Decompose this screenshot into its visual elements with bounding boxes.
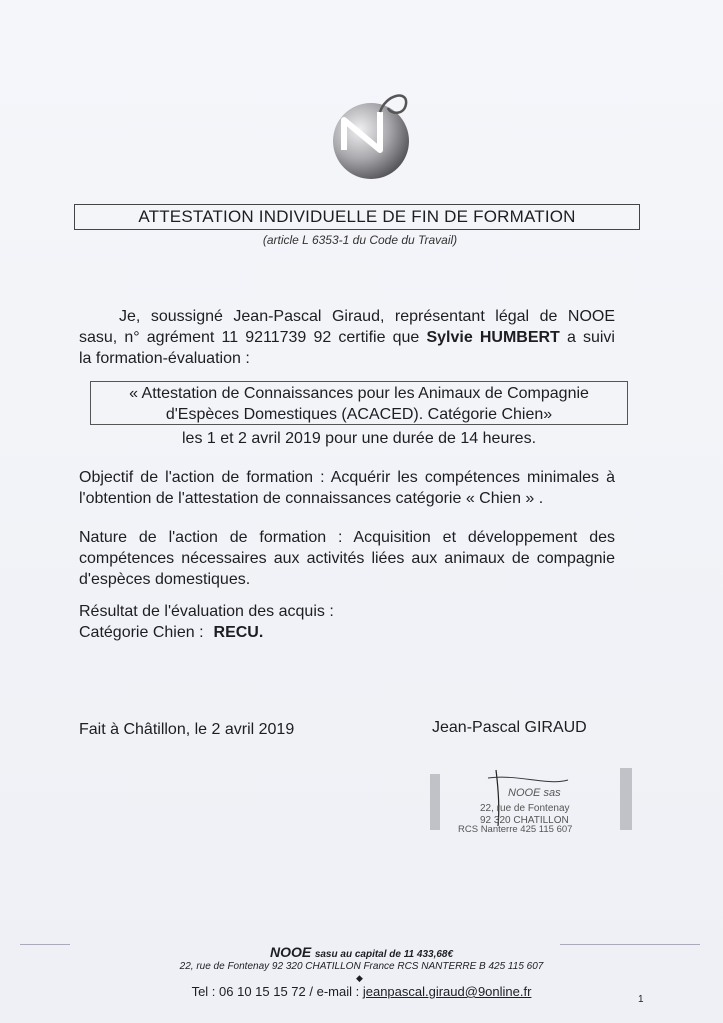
course-line-2: d'Espèces Domestiques (ACACED). Catégorie Chien»: [165, 406, 553, 423]
nature-line-1: Nature de l'action de formation : Acquisition et développement des: [79, 529, 615, 546]
company-stamp: [428, 766, 644, 832]
place-date: Fait à Châtillon, le 2 avril 2019: [79, 721, 295, 738]
document-subtitle: (article L 6353-1 du Code du Travail): [262, 233, 458, 247]
stamp-line-3: 92 320 CHATILLON: [480, 815, 569, 826]
result-label: Résultat de l'évaluation des acquis :: [79, 603, 334, 620]
nature-line-3: d'espèces domestiques.: [79, 571, 251, 588]
intro-line-2: [79, 327, 615, 348]
objective-line-1: Objectif de l'action de formation : Acquérir les compétences minimales à: [79, 469, 615, 486]
intro-line-2-pre: sasu, n° agrément 11 9211739 92 certifie que: [79, 329, 420, 346]
course-dates: les 1 et 2 avril 2019 pour une durée de 14 heures.: [181, 430, 537, 447]
footer-diamond-icon: ◆: [356, 973, 363, 983]
signatory-name: Jean-Pascal GIRAUD: [432, 719, 587, 736]
intro-line-3: la formation-évaluation :: [79, 350, 250, 367]
intro-line-1: Je, soussigné Jean-Pascal Giraud, représentant légal de NOOE: [119, 308, 615, 325]
footer-contact: [0, 984, 723, 999]
stamp-left-bar: [430, 774, 440, 830]
result-category-label: Catégorie Chien :: [79, 624, 204, 641]
stamp-line-2: 22, rue de Fontenay: [480, 803, 570, 814]
stamp-right-bar: [620, 768, 632, 830]
document-title: ATTESTATION INDIVIDUELLE DE FIN DE FORMATION: [74, 204, 640, 230]
course-box: [90, 381, 628, 425]
intro-line-2-post: a suivi: [566, 329, 615, 346]
result-category: [79, 622, 334, 643]
intro-paragraph: [79, 306, 615, 369]
nooe-logo-icon: [322, 84, 420, 182]
stamp-line-4: RCS Nanterre 425 115 607: [458, 824, 573, 832]
nature-line-2: compétences nécessaires aux activités liées aux animaux de compagnie: [79, 550, 615, 567]
result-category-value: RECU.: [213, 624, 264, 641]
trainee-name: Sylvie HUMBERT: [426, 329, 560, 346]
objective-paragraph: [79, 467, 615, 509]
objective-line-2: l'obtention de l'attestation de connaissances catégorie « Chien » .: [79, 490, 544, 507]
footer-tel: Tel : 06 10 15 15 72 / e-mail :: [191, 984, 363, 999]
footer-email-link[interactable]: jeanpascal.giraud@9online.fr: [362, 984, 532, 999]
stamp-line-1: NOOE sas: [508, 787, 561, 799]
evaluation-result: [79, 601, 334, 643]
signature-flourish-icon: [488, 777, 568, 782]
footer-address: 22, rue de Fontenay 92 320 CHATILLON France RCS NANTERRE B 425 115 607: [179, 961, 544, 972]
course-line-1: « Attestation de Connaissances pour les Animaux de Compagnie: [129, 385, 589, 402]
footer-company-name: NOOE: [269, 944, 312, 960]
footer-company: [0, 944, 723, 960]
footer-capital: sasu au capital de 11 433,68€: [314, 949, 454, 960]
nature-paragraph: [79, 527, 615, 590]
page-number: 1: [638, 994, 644, 1005]
